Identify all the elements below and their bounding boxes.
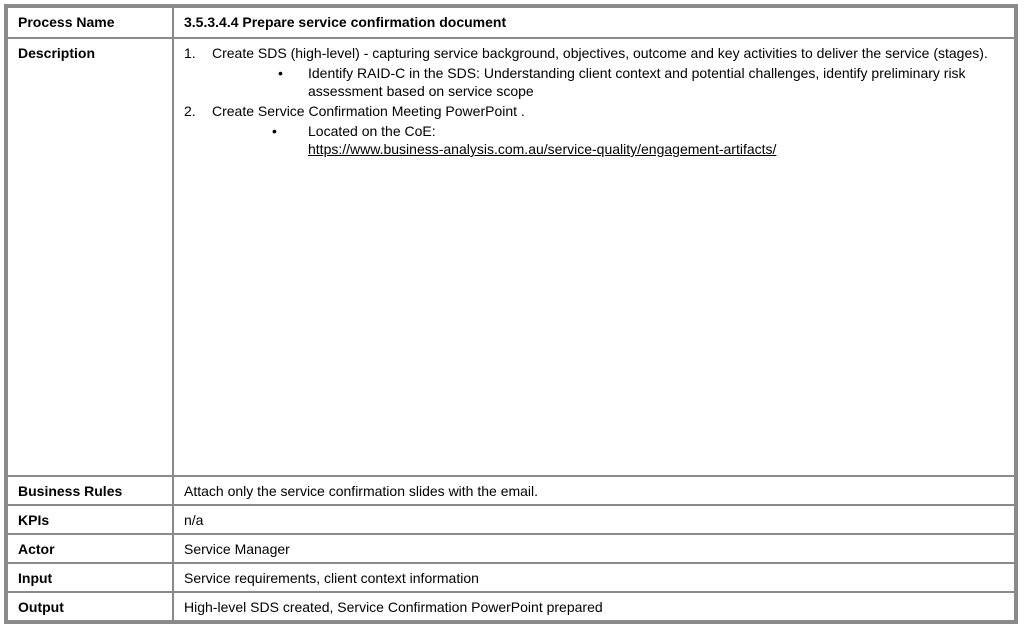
row-actor	[7, 534, 1015, 563]
description-item-2	[184, 102, 1004, 120]
business-rules-label: Business Rules	[7, 476, 173, 505]
description-item-1	[184, 44, 1004, 62]
row-kpis	[7, 505, 1015, 534]
process-table	[6, 6, 1016, 622]
kpis-value: n/a	[173, 505, 1015, 534]
actor-value: Service Manager	[173, 534, 1015, 563]
row-description	[7, 38, 1015, 476]
process-name-value: 3.5.3.4.4 Prepare service confirmation document	[173, 7, 1015, 38]
output-label: Output	[7, 592, 173, 621]
output-value: High-level SDS created, Service Confirmation PowerPoint prepared	[173, 592, 1015, 621]
subitem-text: Located on the CoE:	[308, 123, 436, 139]
row-process-name	[7, 7, 1015, 38]
input-label: Input	[7, 563, 173, 592]
item-text: Create SDS (high-level) - capturing service background, objectives, outcome and key activities to deliver the service (stages).	[212, 45, 988, 61]
bullet-icon: •	[272, 123, 277, 139]
description-label: Description	[7, 38, 173, 476]
input-value: Service requirements, client context information	[173, 563, 1015, 592]
process-table-frame	[4, 4, 1018, 624]
bullet-icon: •	[278, 65, 283, 81]
row-business-rules	[7, 476, 1015, 505]
description-subitem-1	[184, 64, 1004, 100]
description-subitem-2	[184, 122, 1004, 158]
business-rules-value: Attach only the service confirmation slides with the email.	[173, 476, 1015, 505]
description-value	[173, 38, 1015, 476]
subitem-text: Identify RAID-C in the SDS: Understanding client context and potential challenges, identify preliminary risk assessment based on service scope	[308, 65, 966, 99]
actor-label: Actor	[7, 534, 173, 563]
process-name-label: Process Name	[7, 7, 173, 38]
coe-link[interactable]: https://www.business-analysis.com.au/service-quality/engagement-artifacts/	[308, 141, 777, 157]
row-output	[7, 592, 1015, 621]
item-text: Create Service Confirmation Meeting PowerPoint .	[212, 103, 525, 119]
row-input	[7, 563, 1015, 592]
item-number: 2.	[184, 103, 196, 119]
kpis-label: KPIs	[7, 505, 173, 534]
item-number: 1.	[184, 45, 196, 61]
